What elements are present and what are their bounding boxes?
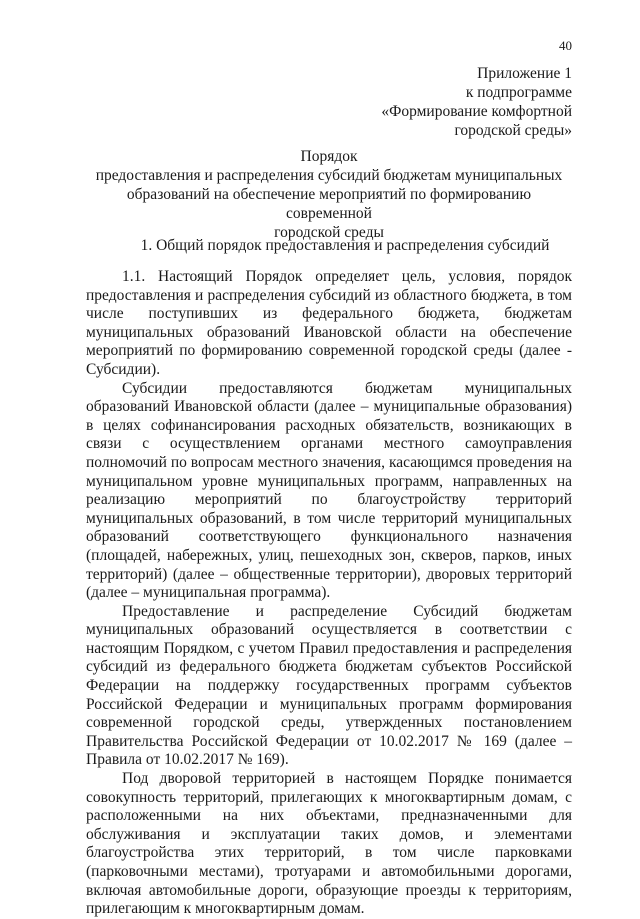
section-heading: 1. Общий порядок предоставления и распределения субсидий: [140, 237, 550, 254]
title-heading: Порядок: [300, 148, 358, 165]
appendix-block: [381, 64, 572, 140]
paragraph: Под дворовой территорией в настоящем Порядке понимается совокупность территорий, прилегающих к многоквартирным домам, с расположенными на них объектами, предназначенными для обслуживания и эксплуатации таких домов, и элементами благоустройства этих территорий, в том числе парковками (парковочными местами), тротуарами и автомобильными дорогами, включая автомобильные дороги, образующие проезды к территориям, прилегающим к многоквартирным домам.: [86, 770, 572, 918]
appendix-line: Приложение 1: [477, 65, 572, 82]
paragraph: Предоставление и распределение Субсидий бюджетам муниципальных образований осуществляется в соответствии с настоящим Порядком, с учетом Правил предоставления и распределения субсидий из федерального бюджета бюджетам субъектов Российской Федерации на поддержку государственных программ субъектов Российской Федерации и муниципальных программ формирования современной городской среды, утвержденных постановлением Правительства Российской Федерации от 10.02.2017 № 169 (далее – Правила от 10.02.2017 № 169).: [86, 602, 572, 769]
body-text: [86, 268, 572, 919]
title-subtitle-line: городской среды: [274, 224, 384, 241]
document-title: [86, 147, 572, 242]
appendix-line: к подпрограмме: [465, 84, 572, 101]
paragraph: 1.1. Настоящий Порядок определяет цель, условия, порядок предоставления и распределения субсидий из областного бюджета, в том числе поступивших из федерального бюджета, бюджетам муниципальных образований Ивановской области на обеспечение мероприятий по формированию современной городской среды (далее - Субсидии).: [86, 268, 572, 378]
page-number: 40: [559, 38, 572, 53]
paragraph: Субсидии предоставляются бюджетам муниципальных образований Ивановской области (далее – муниципальные образования) в целях софинансирования расходных обязательств, возникающих в связи с осуществлением органами местного самоуправления полномочий по вопросам местного значения, касающимся проведения на муниципальном уровне муниципальных программ, направленных на реализацию мероприятий по благоустройству территорий муниципальных образований, в том числе территорий муниципальных образований соответствующего функционального назначения (площадей, набережных, улиц, пешеходных зон, скверов, парков, иных территорий) (далее – общественные территории), дворовых территорий (далее – муниципальная программа).: [86, 379, 572, 602]
appendix-line: «Формирование комфортной: [381, 103, 572, 120]
title-subtitle-line: образований на обеспечение мероприятий по формированию современной: [126, 186, 532, 222]
title-subtitle-line: предоставления и распределения субсидий бюджетам муниципальных: [95, 167, 563, 184]
appendix-line: городской среды»: [454, 122, 572, 139]
